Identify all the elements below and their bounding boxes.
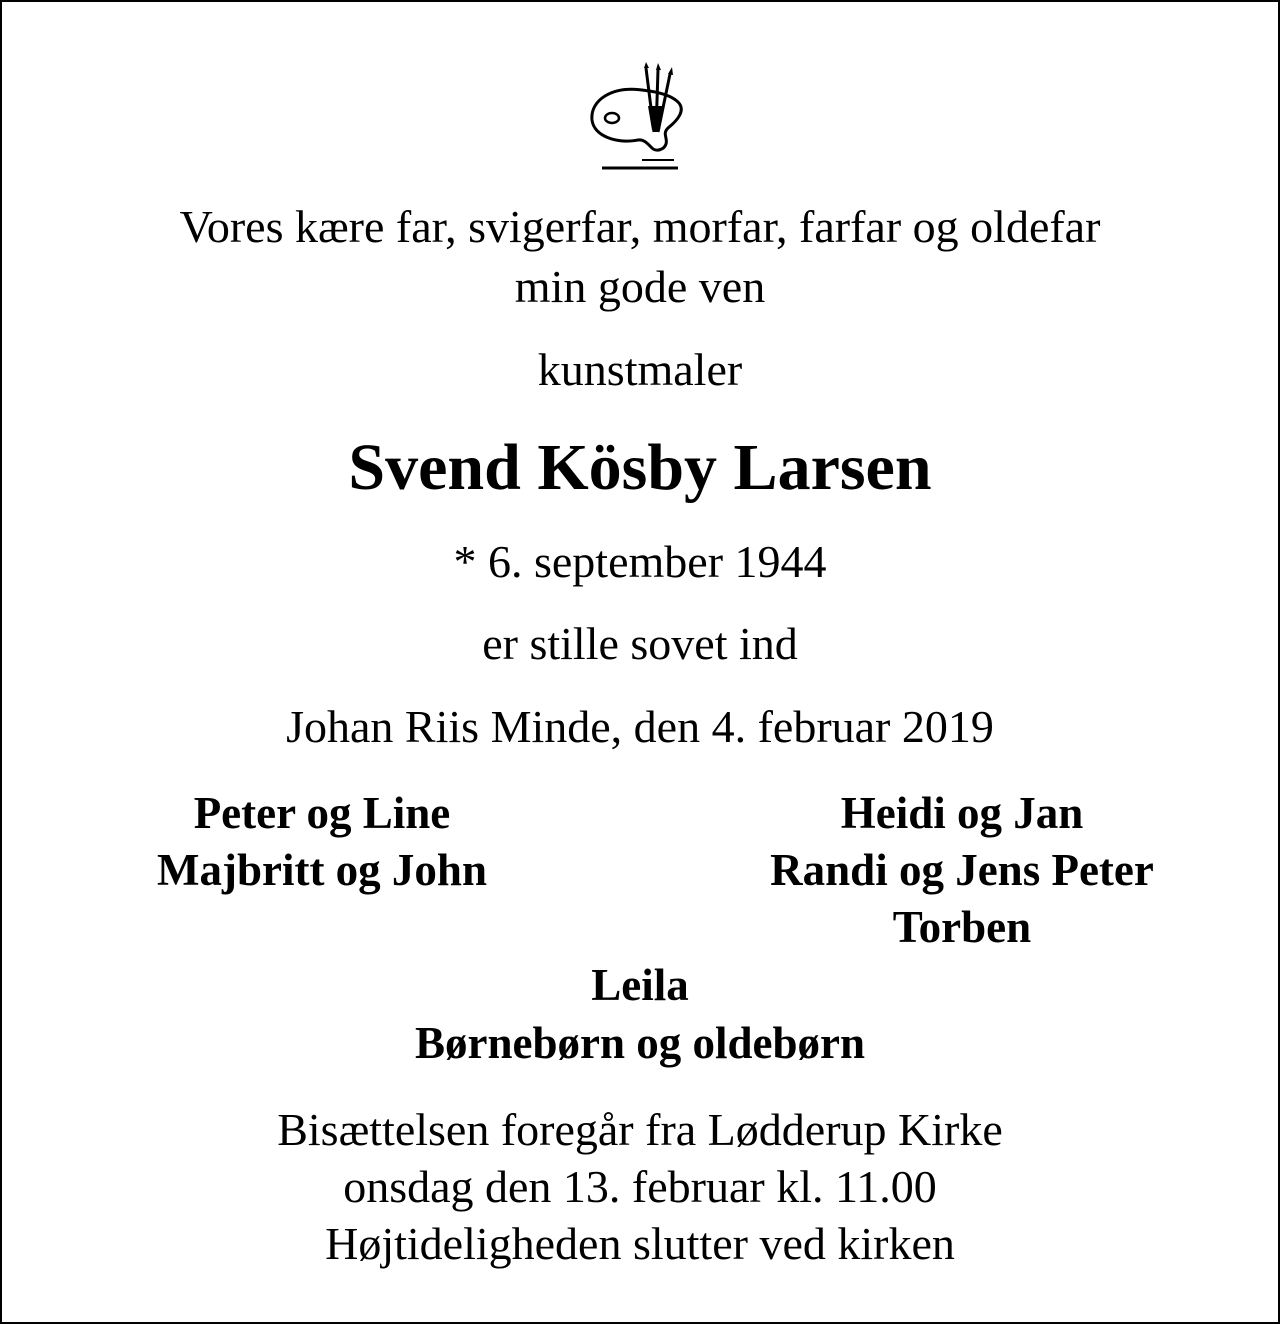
painter-palette-brushes-icon — [582, 60, 698, 176]
deceased-name: Svend Kösby Larsen — [348, 431, 932, 504]
place-date: Johan Riis Minde, den 4. februar 2019 — [286, 701, 994, 752]
occupation: kunstmaler — [537, 344, 743, 395]
mourner-center-1: Leila — [591, 960, 689, 1010]
mourner-right-2: Randi og Jens Peter — [770, 845, 1154, 895]
mourner-right-3: Torben — [892, 902, 1032, 952]
announcement: er stille sovet ind — [482, 618, 798, 669]
intro-line-2: min gode ven — [514, 261, 766, 312]
mourner-left-2: Majbritt og John — [157, 845, 487, 895]
mourner-center-2: Børnebørn og oldebørn — [414, 1018, 866, 1068]
birth-date: * 6. september 1944 — [453, 536, 827, 587]
mourner-right-1: Heidi og Jan — [840, 788, 1084, 838]
funeral-line-1: Bisættelsen foregår fra Lødderup Kirke — [277, 1104, 1003, 1155]
intro-line-1: Vores kære far, svigerfar, morfar, farfar og oldefar — [179, 201, 1101, 252]
funeral-line-2: onsdag den 13. februar kl. 11.00 — [343, 1161, 937, 1212]
funeral-line-3: Højtideligheden slutter ved kirken — [325, 1218, 955, 1269]
mourner-left-1: Peter og Line — [193, 788, 451, 838]
